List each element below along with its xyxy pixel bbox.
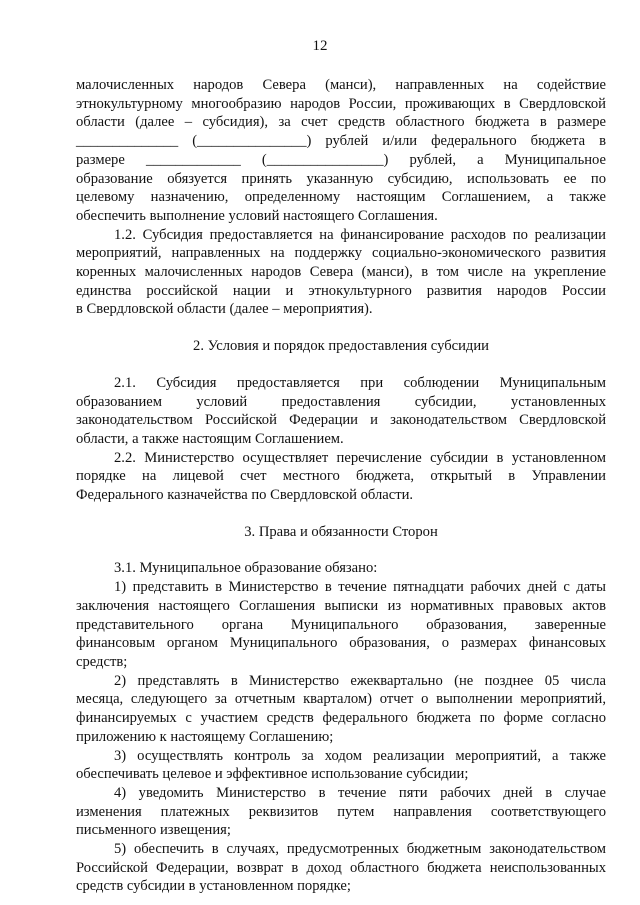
text-line: мероприятий, направленных на поддержку социально-экономического развития: [76, 245, 606, 262]
text-line: в Свердловской области (далее – мероприятия).: [76, 301, 373, 318]
text-line: письменного извещения;: [76, 822, 231, 839]
text-line: малочисленных народов Севера (манси), направленных на содействие: [76, 77, 606, 93]
text-line: образование обязуется принять указанную субсидию, использовать ее по: [76, 170, 606, 187]
text-line: единства российской нации и этнокультурного развития народов России: [76, 282, 606, 299]
text-line: области, а также настоящим Соглашением.: [76, 430, 344, 447]
text-line: приложению к настоящему Соглашению;: [76, 728, 334, 745]
text-line: образованием условий предоставления субсидии, установленных: [76, 393, 606, 410]
text-line: Российской Федерации, возврат в доход областного бюджета неиспользованных: [76, 859, 606, 876]
text-line: 5) обеспечить в случаях, предусмотренных бюджетным законодательством: [114, 841, 606, 858]
text-line: этнокультурному многообразию народов России, проживающих в Свердловской: [76, 95, 606, 112]
text-line: представительного органа Муниципального образования, заверенные: [76, 616, 606, 633]
text-line: финансовым органом Муниципального образования, о размерах финансовых: [76, 635, 606, 652]
text-line: коренных малочисленных народов Севера (манси), в том числе на укрепление: [76, 264, 606, 281]
text-line: законодательством Российской Федерации и законодательством Свердловской: [76, 412, 606, 429]
text-line: обеспечить выполнение условий настоящего Соглашения.: [76, 207, 438, 224]
text-line: финансируемых с участием средств федерального бюджета по форме согласно: [76, 710, 606, 727]
text-line: 4) уведомить Министерство в течение пяти рабочих дней в случае: [114, 784, 606, 801]
page-number: 12: [312, 38, 328, 54]
text-line: средств субсидии в установленном порядке;: [76, 878, 351, 895]
text-line: порядке на лицевой счет местного бюджета, открытый в Управлении: [76, 468, 606, 485]
text-line: 3.1. Муниципальное образование обязано:: [114, 560, 378, 577]
text-line: заключения настоящего Соглашения выписки из нормативных правовых актов: [76, 597, 606, 614]
section-heading: 3. Права и обязанности Сторон: [244, 523, 438, 540]
section-heading: 2. Условия и порядок предоставления субсидии: [193, 338, 489, 355]
text-line: 3) осуществлять контроль за ходом реализации мероприятий, а также: [114, 747, 606, 764]
text-line: ______________ (_______________) рублей и/или федерального бюджета в: [76, 133, 606, 150]
text-line: 2) представлять в Министерство ежеквартально (не позднее 05 числа: [114, 672, 606, 689]
text-line: области (далее – субсидия), за счет средств областного бюджета в размере: [76, 114, 606, 131]
text-line: месяца, следующего за отчетным кварталом) отчет о выполнении мероприятий,: [76, 691, 606, 708]
text-line: Федерального казначейства по Свердловской области.: [76, 487, 414, 504]
text-line: обеспечивать целевое и эффективное использование субсидии;: [76, 766, 469, 783]
text-line: 1.2. Субсидия предоставляется на финансирование расходов по реализации: [114, 226, 606, 243]
text-line: 2.2. Министерство осуществляет перечисление субсидии в установленном: [114, 449, 606, 466]
text-line: 1) представить в Министерство в течение пятнадцати рабочих дней с даты: [114, 579, 606, 596]
text-line: целевому назначению, определенному настоящим Соглашением, а также: [76, 189, 606, 206]
text-line: 2.1. Субсидия предоставляется при соблюдении Муниципальным: [114, 374, 606, 391]
text-line: размере _____________ (________________) рублей, а Муниципальное: [76, 151, 606, 168]
text-line: изменения платежных реквизитов путем направления соответствующего: [76, 803, 606, 820]
text-line: средств;: [76, 653, 128, 670]
document-body: [76, 76, 606, 896]
